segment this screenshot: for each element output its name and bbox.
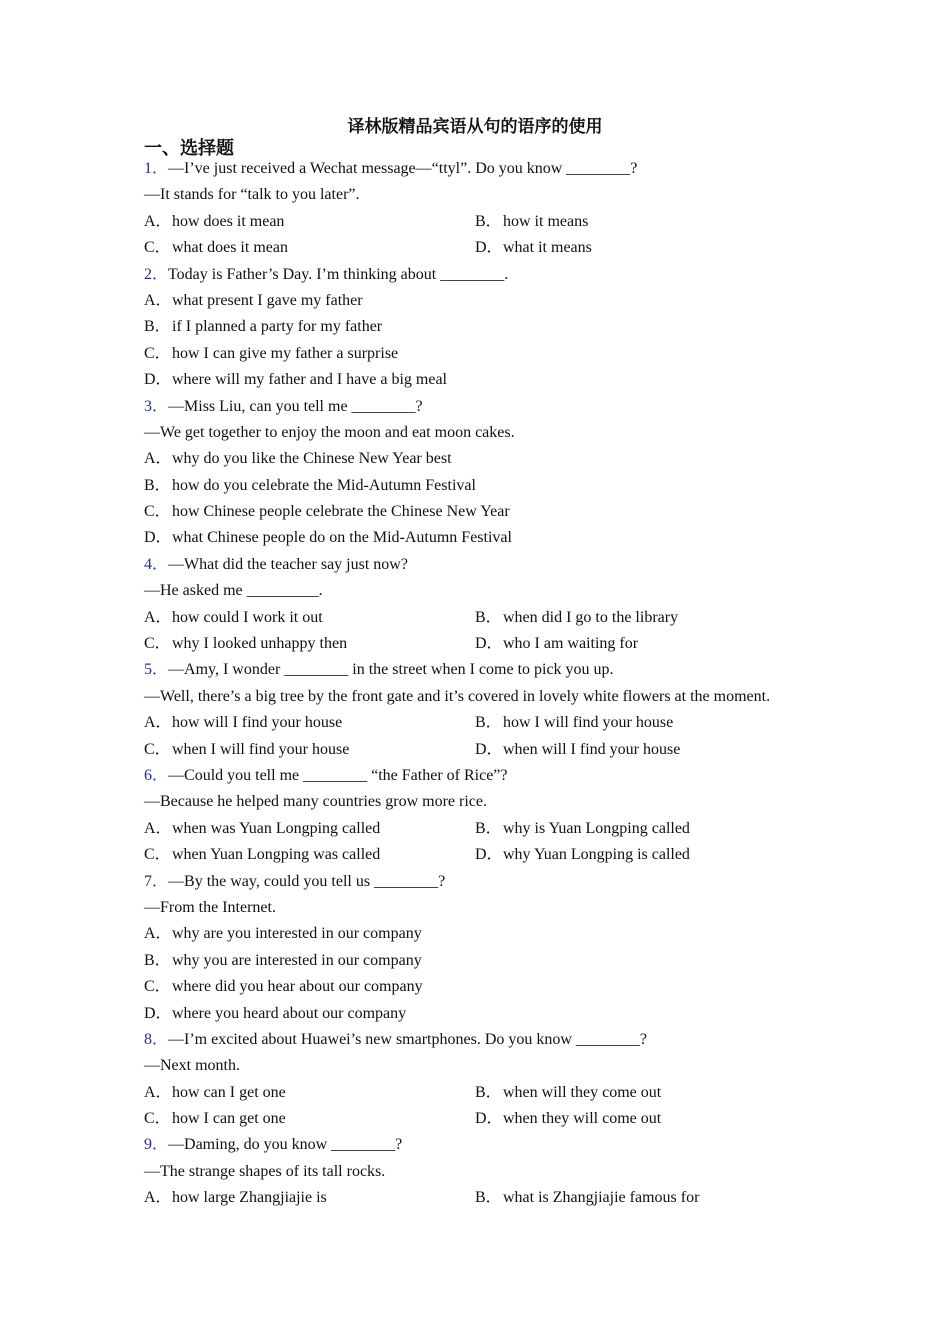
option-row	[144, 710, 824, 736]
option-row	[144, 288, 824, 314]
question-number: 5．	[144, 661, 169, 679]
option-text: when they will come out	[503, 1110, 662, 1128]
option-row	[144, 1106, 824, 1132]
question-stem	[144, 394, 824, 420]
answer-option[interactable]	[144, 446, 475, 472]
option-letter: A．	[144, 1083, 172, 1101]
question-item	[144, 763, 824, 869]
option-text: how large Zhangjiajie is	[172, 1189, 327, 1207]
option-row	[144, 525, 824, 551]
option-letter: A．	[144, 714, 172, 732]
question-item	[144, 394, 824, 552]
option-text: where will my father and I have a big meal	[172, 371, 447, 389]
option-row	[144, 367, 824, 393]
option-letter: A．	[144, 450, 172, 468]
option-letter: B．	[475, 714, 502, 732]
question-stem	[144, 156, 824, 182]
question-stem	[144, 869, 824, 895]
question-stem	[144, 552, 824, 578]
dialogue-response	[144, 789, 824, 815]
question-stem	[144, 657, 824, 683]
option-letter: C．	[144, 1110, 171, 1128]
option-letter: B．	[475, 212, 502, 230]
option-letter: D．	[144, 371, 172, 389]
answer-option[interactable]	[144, 816, 475, 842]
option-text: what present I gave my father	[172, 291, 363, 309]
answer-option[interactable]	[144, 1080, 475, 1106]
option-text: why do you like the Chinese New Year best	[172, 450, 452, 468]
option-text: how will I find your house	[172, 714, 343, 732]
question-stem	[144, 763, 824, 789]
question-number: 6．	[144, 766, 169, 784]
answer-option[interactable]	[144, 525, 512, 551]
option-row	[144, 446, 824, 472]
question-text: —Could you tell me ________ “the Father of Rice”?	[168, 766, 508, 784]
question-item	[144, 156, 824, 262]
answer-option[interactable]	[144, 605, 475, 631]
question-list	[144, 156, 824, 1212]
question-text: —By the way, could you tell us ________?	[168, 872, 446, 890]
option-row	[144, 1185, 824, 1211]
answer-option[interactable]	[144, 235, 475, 261]
question-text: —He asked me _________.	[144, 582, 323, 600]
answer-option[interactable]	[144, 288, 475, 314]
option-letter: B．	[475, 1189, 502, 1207]
option-text: how I can get one	[172, 1110, 286, 1128]
answer-option[interactable]	[475, 209, 588, 235]
option-row	[144, 605, 824, 631]
option-letter: D．	[475, 846, 503, 864]
question-stem	[144, 1132, 824, 1158]
question-number: 4．	[144, 555, 169, 573]
option-text: what it means	[503, 239, 592, 257]
answer-option[interactable]	[475, 737, 680, 763]
option-letter: C．	[144, 846, 171, 864]
option-letter: B．	[144, 476, 171, 494]
option-row	[144, 499, 824, 525]
question-number: 9．	[144, 1136, 169, 1154]
answer-option[interactable]	[475, 1080, 661, 1106]
answer-option[interactable]	[144, 314, 475, 340]
option-text: who I am waiting for	[503, 635, 639, 653]
option-text: what Chinese people do on the Mid-Autumn Festival	[172, 529, 512, 547]
question-item	[144, 552, 824, 658]
answer-option[interactable]	[144, 842, 475, 868]
dialogue-response	[144, 182, 824, 208]
answer-option[interactable]	[475, 842, 690, 868]
option-letter: D．	[144, 1004, 172, 1022]
option-text: how can I get one	[172, 1083, 286, 1101]
option-letter: C．	[144, 344, 171, 362]
option-letter: C．	[144, 635, 171, 653]
option-row	[144, 631, 824, 657]
document-title: 译林版精品宾语从句的语序的使用	[347, 117, 603, 137]
option-letter: B．	[475, 608, 502, 626]
option-letter: A．	[144, 291, 172, 309]
question-number: 1．	[144, 160, 169, 177]
question-number: 2．	[144, 265, 169, 283]
question-number: 8．	[144, 1030, 169, 1048]
option-text: when Yuan Longping was called	[172, 846, 381, 864]
answer-option[interactable]	[144, 948, 475, 974]
option-text: why Yuan Longping is called	[503, 846, 690, 864]
option-text: if I planned a party for my father	[172, 318, 383, 336]
question-text: —What did the teacher say just now?	[168, 555, 408, 573]
answer-option[interactable]	[475, 1106, 661, 1132]
option-row	[144, 921, 824, 947]
option-letter: B．	[475, 1083, 502, 1101]
question-text: —I’m excited about Huawei’s new smartphones. Do you know ________?	[168, 1030, 648, 1048]
option-text: how could I work it out	[172, 608, 323, 626]
option-text: how does it mean	[172, 212, 285, 230]
option-text: when was Yuan Longping called	[172, 819, 381, 837]
question-item	[144, 1132, 824, 1211]
option-text: where you heard about our company	[172, 1004, 407, 1022]
option-letter: D．	[144, 529, 172, 547]
option-row	[144, 209, 824, 235]
option-text: what is Zhangjiajie famous for	[503, 1189, 700, 1207]
answer-option[interactable]	[144, 209, 475, 235]
option-row	[144, 842, 824, 868]
question-text: —Next month.	[144, 1057, 240, 1075]
option-text: how it means	[503, 212, 589, 230]
answer-option[interactable]	[475, 605, 678, 631]
option-row	[144, 473, 824, 499]
option-row	[144, 341, 824, 367]
answer-option[interactable]	[144, 974, 475, 1000]
option-text: how Chinese people celebrate the Chinese New Year	[172, 503, 510, 521]
option-letter: A．	[144, 212, 172, 230]
option-text: how I can give my father a surprise	[172, 344, 399, 362]
option-row	[144, 235, 824, 261]
dialogue-response	[144, 1159, 824, 1185]
option-text: how do you celebrate the Mid-Autumn Festival	[172, 476, 476, 494]
option-letter: A．	[144, 925, 172, 943]
option-letter: D．	[475, 740, 503, 758]
question-text: —We get together to enjoy the moon and eat moon cakes.	[144, 423, 515, 441]
option-text: what does it mean	[172, 239, 288, 257]
option-row	[144, 737, 824, 763]
answer-option[interactable]	[475, 816, 690, 842]
option-row	[144, 816, 824, 842]
question-text: —Miss Liu, can you tell me ________?	[168, 397, 423, 415]
dialogue-response	[144, 895, 824, 921]
option-text: why you are interested in our company	[172, 951, 422, 969]
option-letter: B．	[475, 819, 502, 837]
answer-option[interactable]	[144, 1185, 475, 1211]
option-letter: A．	[144, 608, 172, 626]
answer-option[interactable]	[144, 341, 475, 367]
question-text: —It stands for “talk to you later”.	[144, 186, 360, 204]
option-text: how I will find your house	[503, 714, 674, 732]
answer-option[interactable]	[144, 1106, 475, 1132]
question-item	[144, 1027, 824, 1133]
option-text: why I looked unhappy then	[172, 635, 348, 653]
option-letter: B．	[144, 951, 171, 969]
answer-option[interactable]	[144, 921, 475, 947]
option-row	[144, 948, 824, 974]
option-row	[144, 974, 824, 1000]
answer-option[interactable]	[144, 710, 475, 736]
question-stem	[144, 1027, 824, 1053]
question-item	[144, 869, 824, 1027]
section-heading: 一、选择题	[144, 138, 234, 159]
option-letter: C．	[144, 740, 171, 758]
question-item	[144, 657, 824, 763]
option-letter: C．	[144, 978, 171, 996]
dialogue-response	[144, 420, 824, 446]
option-text: when will they come out	[503, 1083, 662, 1101]
answer-option[interactable]	[475, 710, 673, 736]
option-text: why are you interested in our company	[172, 925, 422, 943]
answer-option[interactable]	[144, 367, 475, 393]
option-text: when will I find your house	[503, 740, 681, 758]
answer-option[interactable]	[144, 631, 475, 657]
answer-option[interactable]	[144, 737, 475, 763]
question-number: 3．	[144, 397, 169, 415]
question-text: —The strange shapes of its tall rocks.	[144, 1162, 386, 1180]
question-text: —I’ve just received a Wechat message—“ttyl”. Do you know ________?	[168, 160, 638, 177]
question-text: —Because he helped many countries grow more rice.	[144, 793, 487, 811]
option-letter: D．	[475, 635, 503, 653]
question-text: —Amy, I wonder ________ in the street when I come to pick you up.	[168, 661, 614, 679]
answer-option[interactable]	[475, 631, 638, 657]
dialogue-response	[144, 1053, 824, 1079]
question-text: Today is Father’s Day. I’m thinking about ________.	[168, 265, 509, 283]
option-letter: C．	[144, 239, 171, 257]
answer-option[interactable]	[144, 1001, 475, 1027]
dialogue-response	[144, 684, 824, 710]
question-number: 7．	[144, 872, 169, 890]
option-letter: A．	[144, 1189, 172, 1207]
option-letter: D．	[475, 239, 503, 257]
question-text: —From the Internet.	[144, 898, 276, 916]
option-row	[144, 1080, 824, 1106]
question-text: —Daming, do you know ________?	[168, 1136, 403, 1154]
option-letter: A．	[144, 819, 172, 837]
option-text: when did I go to the library	[503, 608, 679, 626]
dialogue-response	[144, 578, 824, 604]
option-text: when I will find your house	[172, 740, 350, 758]
answer-option[interactable]	[475, 1185, 699, 1211]
option-text: where did you hear about our company	[172, 978, 423, 996]
question-item	[144, 262, 824, 394]
option-text: why is Yuan Longping called	[503, 819, 690, 837]
question-text: —Well, there’s a big tree by the front gate and it’s covered in lovely white flowers at the moment.	[144, 687, 771, 705]
option-row	[144, 1001, 824, 1027]
option-letter: D．	[475, 1110, 503, 1128]
answer-option[interactable]	[475, 235, 592, 261]
answer-option[interactable]	[144, 473, 475, 499]
question-stem	[144, 262, 824, 288]
option-letter: C．	[144, 503, 171, 521]
option-row	[144, 314, 824, 340]
option-letter: B．	[144, 318, 171, 336]
answer-option[interactable]	[144, 499, 510, 525]
